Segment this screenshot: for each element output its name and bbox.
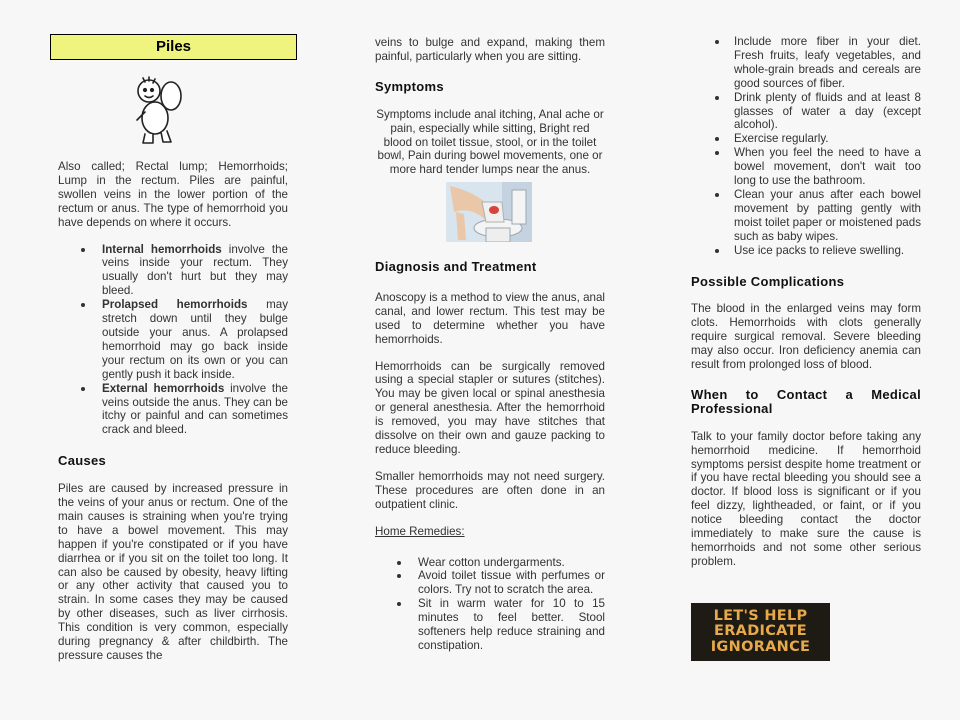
logo-line-2: ERADICATE bbox=[714, 623, 807, 640]
list-item: Drink plenty of fluids and at least 8 glasses of water a day (except alcohol). bbox=[691, 91, 921, 133]
list-item: When you feel the need to have a bowel movement, don't wait too long to use the bathroom. bbox=[691, 146, 921, 188]
continued-paragraph: veins to bulge and expand, making them painful, particularly when you are sitting. bbox=[375, 36, 605, 63]
complications-paragraph: The blood in the enlarged veins may form clots. Hemorrhoids with clots generally require surgical removal. Severe bleeding may also occur. Iron deficiency anemia can result from prolonged loss of blood. bbox=[691, 302, 921, 372]
toilet-illustration-icon bbox=[446, 182, 532, 242]
contact-heading: When to Contact a Medical Professional bbox=[691, 386, 921, 416]
intro-paragraph: Also called; Rectal lump; Hemorrhoids; Lump in the rectum. Piles are painful, swollen veins in the lower portion of the rectum or anus. The type of hemorrhoid you have depends on where it occurs. bbox=[58, 160, 288, 229]
list-item bbox=[58, 298, 288, 381]
list-item: Avoid toilet tissue with perfumes or colors. Try not to scratch the area. bbox=[375, 569, 605, 597]
diagnosis-paragraph-1: Anoscopy is a method to view the anus, anal canal, and lower rectum. This test may be used to determine whether you have hemorrhoids. bbox=[375, 290, 605, 346]
type-description: involve the veins outside the anus. They can be itchy or painful and can sometimes crack and bleed. bbox=[102, 381, 288, 437]
type-description: may stretch down until they bulge outside your anus. A prolapsed hemorrhoid may go back inside your rectum on its own or you can gently push it back inside. bbox=[102, 298, 289, 381]
contact-paragraph: Talk to your family doctor before taking any hemorrhoid medicine. If hemorrhoid symptoms persist despite home treatment or if you have rectal bleeding you should see a doctor. If blood loss is significant or if you feel dizzy, lightheaded, or faint, or if you notice bleeding contact the doctor immediately to make sure the cause is hemorrhoids and not some other serious problem. bbox=[691, 429, 921, 568]
awareness-logo bbox=[691, 603, 830, 661]
diagnosis-heading: Diagnosis and Treatment bbox=[375, 259, 537, 274]
logo-line-3: IGNORANCE bbox=[710, 638, 811, 655]
remedies-list bbox=[375, 556, 605, 653]
list-item: Use ice packs to relieve swelling. bbox=[691, 244, 921, 258]
causes-heading: Causes bbox=[58, 453, 107, 469]
page-title: Piles bbox=[50, 34, 297, 60]
diagnosis-paragraph-3: Smaller hemorrhoids may not need surgery. These procedures are often done in an outpatient clinic. bbox=[375, 469, 605, 511]
list-item: Exercise regularly. bbox=[691, 132, 921, 146]
list-item bbox=[58, 243, 288, 299]
home-remedies-heading: Home Remedies: bbox=[375, 524, 465, 538]
list-item: Clean your anus after each bowel movement by patting gently with moist toilet paper or moistened pads such as baby wipes. bbox=[691, 188, 921, 244]
type-term: Internal hemorrhoids bbox=[102, 242, 222, 256]
list-item: Sit in warm water for 10 to 15 minutes to feel better. Stool softeners help reduce straining and constipation. bbox=[375, 597, 605, 653]
type-term: External hemorrhoids bbox=[102, 381, 225, 395]
causes-paragraph: Piles are caused by increased pressure in the veins of your anus or rectum. One of the main causes is straining when you're trying to have a bowel movement. This may happen if you're constipated or if you have diarrhea or if you sit on the toilet too long. It can also be caused by obesity, heavy lifting or any other activity that caused you to strain. In some cases they may be caused by other diseases, such as liver cirrhosis. This condition is very common, especially during pregnancy & after childbirth. The pressure causes the bbox=[58, 482, 288, 662]
list-item: Wear cotton undergarments. bbox=[375, 556, 605, 570]
logo-line-1: LET'S HELP bbox=[713, 607, 808, 624]
cartoon-figure-icon bbox=[133, 74, 187, 146]
symptoms-paragraph: Symptoms include anal itching, Anal ache or pain, especially while sitting, Bright red blood on toilet tissue, stool, or in the toilet bowl, Pain during bowel movements, one or more hard tender lumps near the anus. bbox=[376, 107, 604, 177]
complications-heading: Possible Complications bbox=[691, 273, 845, 289]
type-term: Prolapsed hemorrhoids bbox=[102, 298, 248, 312]
remedies-list-continued bbox=[691, 35, 921, 258]
hemorrhoid-types-list bbox=[58, 243, 288, 438]
diagnosis-paragraph-2: Hemorrhoids can be surgically removed using a special stapler or sutures (stitches). You may be given local or spinal anesthesia or general anesthesia. After the hemorrhoid is removed, you may have stitches that dissolve on their own and gauze packing to reduce bleeding. bbox=[375, 359, 605, 456]
list-item bbox=[58, 382, 288, 438]
list-item: Include more fiber in your diet. Fresh fruits, leafy vegetables, and whole-grain breads and cereals are good sources of fiber. bbox=[691, 35, 921, 91]
type-description: involve the veins inside your rectum. They usually don't hurt but they may bleed. bbox=[102, 242, 288, 298]
symptoms-heading: Symptoms bbox=[375, 78, 444, 94]
